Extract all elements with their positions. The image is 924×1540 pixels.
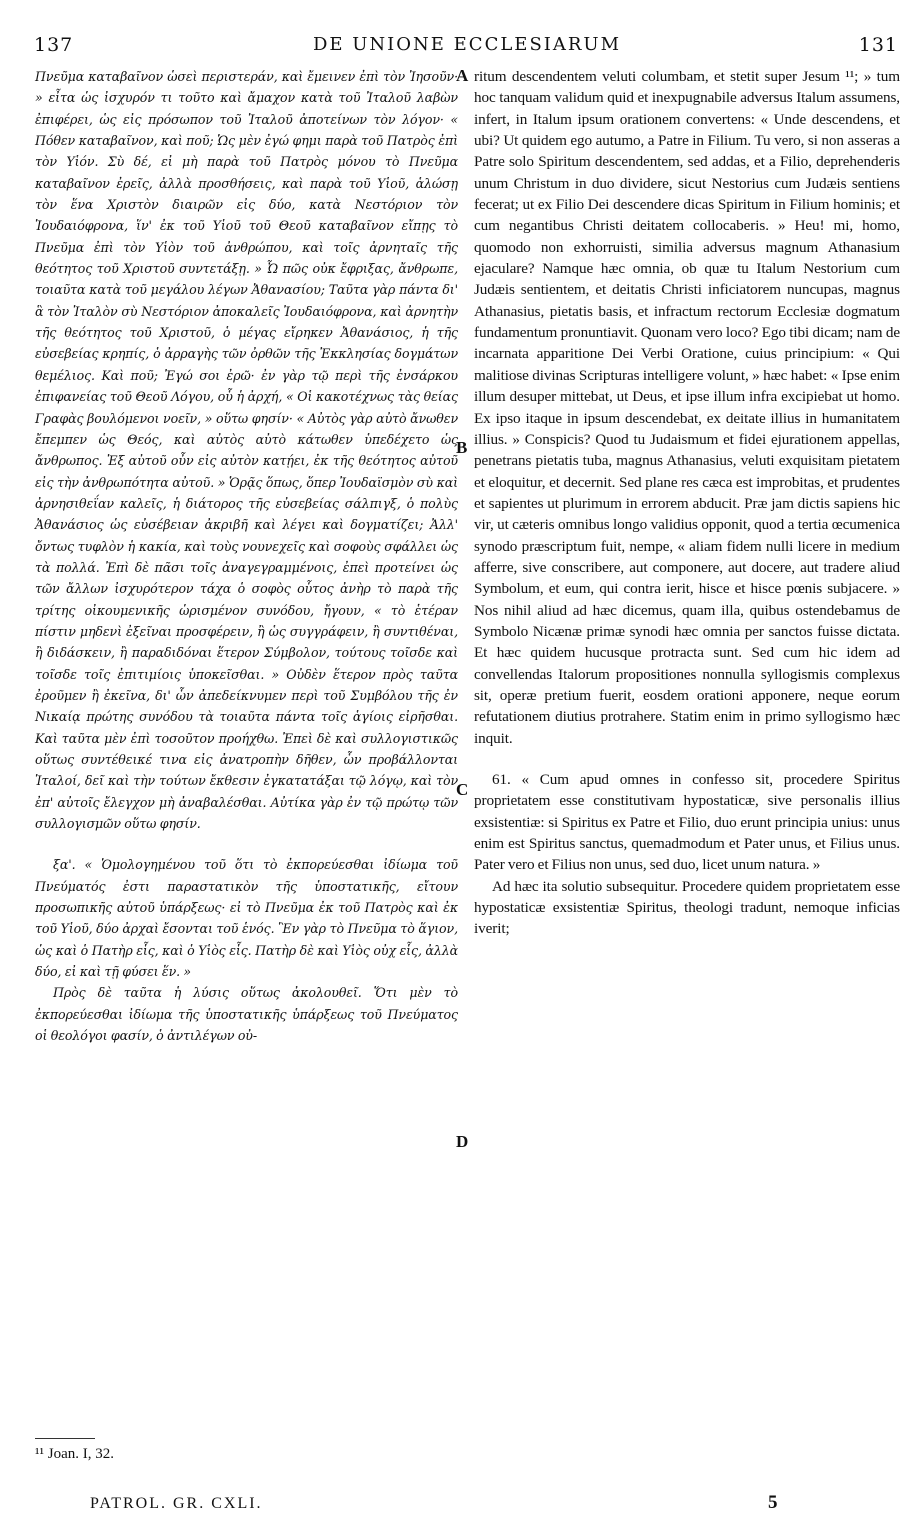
margin-marker-a: A — [456, 66, 469, 85]
page-header — [30, 34, 904, 64]
greek-paragraph-3: Πρὸς δὲ ταῦτα ἡ λύσις οὕτως ἀκολουθεῖ. Ὅτι μὲν τὸ ἐκπορεύεσθαι ἰδίωμα τῆς ὑποστατικῆς ὑπάρξεως τοῦ Πνεύματος οἱ θεολόγοι φασίν, ὁ ἀντιλέγων οὐ- — [35, 985, 458, 1044]
footer-gathering-mark: 5 — [768, 1492, 778, 1513]
footer-signature: PATROL. GR. CXLI. — [90, 1495, 263, 1512]
footnote-rule — [35, 1438, 95, 1439]
margin-marker-d: D — [456, 1132, 469, 1151]
margin-marker-c: C — [456, 780, 469, 799]
greek-column — [35, 66, 458, 1046]
latin-column — [474, 66, 900, 940]
footnote: ¹¹ Joan. I, 32. — [35, 1446, 114, 1462]
greek-paragraph-1: Πνεῦμα καταβαῖνον ὡσεὶ περιστεράν, καὶ ἔμεινεν ἐπὶ τὸν Ἰησοῦν· » εἶτα ὡς ἰσχυρόν τι τοῦτο καὶ ἄμαχον κατὰ τοῦ Ἰταλοῦ λαβὼν ἐπιφέρει, ὡς εἰς πρόσωπον τοῦ Ἰταλοῦ ἀποτείνων τὸν λόγον· « Πόθεν καταβαῖνον, καὶ ποῦ; Ὡς μὲν ἐγώ φημι παρὰ τοῦ Πατρὸς ἐπὶ τὸν Υἱόν. Σὺ δέ, εἰ μὴ παρὰ τοῦ Πατρὸς μόνου τὸ Πνεῦμα καταβαῖνον ἐρεῖς, ἀλλὰ προσθήσεις, καὶ παρὰ τοῦ Υἱοῦ, ἁλώσῃ τὸν ἕνα Χριστὸν διαιρῶν εἰς δύο, κατὰ Νεστόριον τὸν Ἰουδαιόφρονα, ἵν' ἐκ τοῦ Υἱοῦ τοῦ Θεοῦ καταβαῖνον εἴπῃς τὸ Πνεῦμα ἐπὶ τὸν Υἱὸν τοῦ ἀνθρώπου, καὶ τοῖς ἀρνηταῖς τῆς θεότητος τοῦ Χριστοῦ συντετάξῃ. » Ὦ πῶς οὐκ ἔφριξας, ἄνθρωπε, τοιαῦτα κατὰ τοῦ μεγάλου λέγων Ἀθανασίου; Ταῦτα γὰρ πάντα δι' ἃ τὸν Ἰταλὸν σὺ Νεστόριον ἀποκαλεῖς Ἰουδαιόφρονα, καὶ ἀρνητὴν τῆς θεότητος τοῦ Χριστοῦ, ὁ μέγας εἴρηκεν Ἀθανάσιος, ἡ τῆς εὐσεβείας κρηπίς, ὁ ἀρραγὴς τῶν ὀρθῶν τῆς Ἐκκλησίας δογμάτων θεμέλιος. Καὶ ποῦ; Ἐγώ σοι ἐρῶ· ἐν γὰρ τῷ περὶ τῆς ἐνσάρκου ἐπιφανείας τοῦ Θεοῦ Λόγου, οὗ ἡ ἀρχή, « Οἱ κακοτέχνως τὰς θείας Γραφὰς βουλόμενοι νοεῖν, » οὕτω φησίν· « Αὐτὸς γὰρ αὐτὸ ἄνωθεν ἔπεμπεν ὡς Θεός, καὶ αὐτὸς αὐτὸ κάτωθεν ὑπεδέχετο ὡς ἄνθρωπος. Ἐξ αὐτοῦ οὖν εἰς αὐτὸν κατῄει, ἐκ τῆς θεότητος αὐτοῦ εἰς τὴν ἀνθρωπότητα αὐτοῦ. » Ὁρᾷς ὅπως, ὅπερ Ἰουδαϊσμὸν σὺ καὶ ἀρνησιθεΐαν καλεῖς, ἡ διάτορος τῆς εὐσεβείας σάλπιγξ, ὁ πολὺς Ἀθανάσιος ὡς εὐσέβειαν ἀκριβῆ καὶ λέγει καὶ δογματίζει; Ἀλλ' ὄντως τυφλὸν ἡ κακία, καὶ τοὺς νουνεχεῖς καὶ σοφοὺς σφάλλει ὡς τὰ πολλά. Ἐπὶ δὲ πᾶσι τοῖς ἀναγεγραμμένοις, ἐπεὶ προτείνει ὡς τῶν ἄλλων ἰσχυρότερον τάχα ὁ σοφὸς οὗτος ἀνὴρ τὸ παρὰ τῆς τρίτης οἰκουμενικῆς ὡρισμένον συνόδου, ἤγουν, « τὸ ἑτέραν πίστιν μηδενὶ ἐξεῖναι προσφέρειν, ἢ ὡς συγγράφειν, ἢ συντιθέναι, ἢ διδάσκειν, ἢ παραδιδόναι ἕτερον Σύμβολον, τούτους τοῖσδε καὶ τοῖσδε τοῖς ἐπιτιμίοις ὑποκεῖσθαι. » Οὐδὲν ἕτερον πρὸς ταῦτα ἐροῦμεν ἢ ἐκεῖνα, δι' ὧν ἀπεδείκνυμεν περὶ τοῦ Συμβόλου τῆς ἐν Νικαίᾳ πρώτης συνόδου τὰ τοιαῦτα πάντα τοῖς ἁγίοις εἰρῆσθαι. Καὶ ταῦτα μὲν ἐπὶ τοσοῦτον προήχθω. Ἐπεὶ δὲ καὶ συλλογιστικῶς οὕτως συντέθεικέ τινα εἰς ἀνατροπὴν δῆθεν, ὧν προβάλλονται Ἰταλοί, δεῖ καὶ τὴν τούτων ἔκθεσιν ἐγκατατάξαι τῷ λόγῳ, καὶ τὸν ἐπ' αὐτοῖς ἔλεγχον μὴ ἀναβαλέσθαι. Αὐτίκα γὰρ ἐν τῷ πρώτῳ τῶν συλλογισμῶν οὕτω φησίν. — [35, 69, 458, 832]
latin-paragraph-1: ritum descendentem veluti columbam, et stetit super Jesum ¹¹; » tum hoc tanquam validum quid et inexpugnabile adversus Italum assumens, infert, in Italum ipsum orationem convertens: « Unde descendens, et ubi? Ut quidem ego autumo, a Patre in Filium. Tu vero, si non asseras a Patre solo Spiritum descendentem, sed addas, et a Filio, deprehenderis unum Christum in duo dividere, sicut Nestorius cum Judæis sentiens fecerat; ut ex Filio Dei descendere dicas Spiritum in Filium hominis; et cum negantibus Christi deitatem collocaberis. » Heu! mi, homo, quomodo non exhorruisti, similia adversus magnum Athanasium ejaculare? Namque hæc omnia, ob quæ tu Italum Nestorium cum Judæis sentientem, et deitatis Christi inficiatorem nuncupas, magnus Athanasius, pietatis basis, et infractum rectorum Ecclesiæ dogmatum fundamentum pronuntiavit. Quonam vero loco? Ego tibi dicam; nam de incarnata apparitione Dei Verbi Oratione, cuius principium: « Qui malitiose divinas Scripturas intelligere volunt, » hæc habet: « Ipse enim illum desuper mittebat, ut Deus, et ipse illum infra excipiebat ut homo. Ex ipso itaque in ipsum descendebat, ex deitate illius in humanitatem illius. » Conspicis? Quod tu Judaismum et fidei ejurationem appellas, penetrans pietatis tuba, magnus Athanasius, veluti exquisitam pietatem et eloquitur, et decernit. Sed plane res cæca est improbitas, et prudentes et sapientes ut plurimum in errorem abducit. Præ jam dictis sapiens hic vir, ut cæteris omnibus longo validius opponit, quod a tertia œcumenica synodo præscriptum fuit, nempe, « aliam fidem nulli licere in medium afferre, sive conscribere, aut componere, aut docere, aut tradere aliud Symbolum, et eum, qui contra ierit, hisce et hisce pœnis subjacere. » Nos nihil aliud ad hæc dicemus, quam illa, quibus ostendebamus de Symbolo Nicænæ primæ synodi hæc omnia per sanctos fuisse dictata. Et hæc quidem hucusque protracta sunt. Sed cum hic idem ad convellendas Italorum propositiones nonnulla syllogismis complexus sit, operæ pretium fuerit, eosdem orationi apponere, neque eorum refutationem diutius protrahere. Statim enim in primo syllogismo hæc inquit. — [474, 68, 900, 747]
latin-paragraph-2: 61. « Cum apud omnes in confesso sit, procedere Spiritus proprietatem esse constitutivam hypostaticæ, sive personalis illius exsistentiæ: si Spiritus ex Patre et Filio, duo erunt principia unius: unus enim est Spiritus sanctus, quemadmodum et Pater unus, et Filius unus. Pater vero et Filius non unus, sed duo, licet unum natura. » — [474, 771, 900, 874]
page-number-left: 137 — [34, 34, 74, 56]
latin-paragraph-3: Ad hæc ita solutio subsequitur. Procedere quidem proprietatem esse hypostaticæ exsistentiæ Spiritus, theologi tradunt, nemoque inficias iverit; — [474, 877, 900, 938]
page-number-right: 131 — [858, 34, 898, 56]
running-title: DE UNIONE ECCLESIARUM — [312, 34, 622, 55]
margin-marker-b: B — [456, 438, 468, 457]
greek-paragraph-2: ξα'. « Ὁμολογημένου τοῦ ὅτι τὸ ἐκπορεύεσθαι ἰδίωμα τοῦ Πνεύματός ἐστι παραστατικὸν τῆς ὑποστατικῆς, εἴτουν προσωπικῆς αὐτοῦ ὑπάρξεως· εἰ τὸ Πνεῦμα ἐκ τοῦ Πατρὸς καὶ ἐκ τοῦ Υἱοῦ, δύο ἀρχαὶ ἔσονται τοῦ ἑνός. Ἓν γὰρ τὸ Πνεῦμα τὸ ἅγιον, ὡς καὶ ὁ Πατὴρ εἷς, καὶ ὁ Υἱὸς εἷς. Πατὴρ δὲ καὶ Υἱὸς οὐχ εἷς, ἀλλὰ δύο, εἰ καὶ τῇ φύσει ἕν. » — [35, 857, 458, 980]
